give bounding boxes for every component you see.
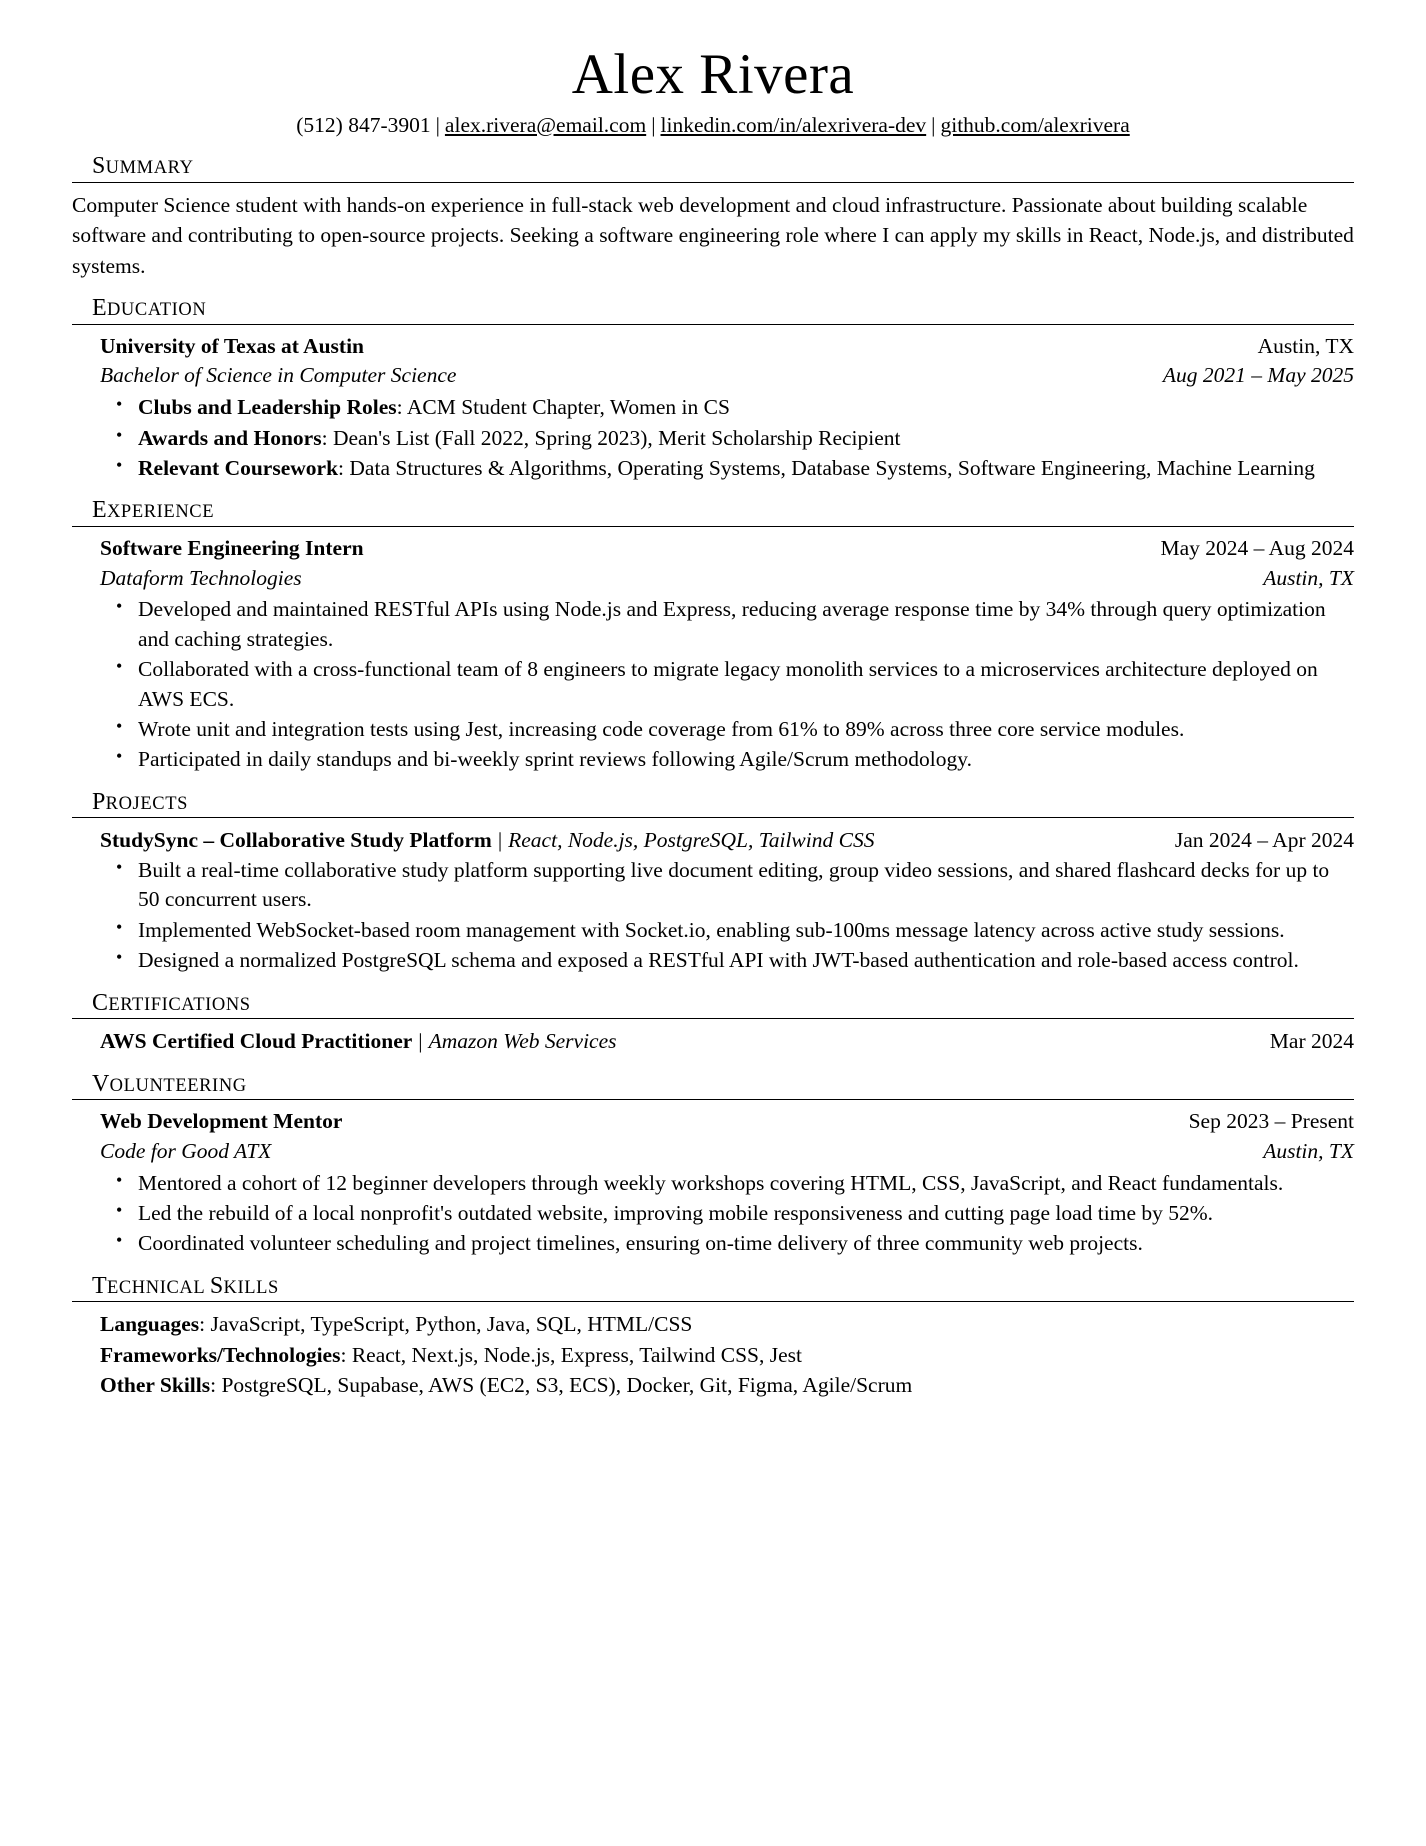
- section-summary: [72, 153, 1354, 281]
- heading-rest: UMMARY: [105, 158, 194, 179]
- project-tech-stack: React, Node.js, PostgreSQL, Tailwind CSS: [508, 828, 875, 853]
- section-education: [72, 295, 1354, 483]
- heading-rest: ERTIFICATIONS: [108, 994, 251, 1015]
- section-heading-projects: [72, 789, 1354, 815]
- skill-label: Frameworks/Technologies: [100, 1342, 341, 1367]
- bullet-label: Awards and Honors: [138, 425, 322, 450]
- list-item: • Led the rebuild of a local nonprofit's outdated website, improving mobile responsiveness and cutting page load time by 52%.: [116, 1199, 1354, 1228]
- education-entry: [72, 332, 1354, 391]
- heading-initial: S: [92, 153, 106, 180]
- experience-company: Dataform Technologies: [100, 565, 302, 590]
- project-bullet-list: [72, 856, 1354, 976]
- skill-values: : JavaScript, TypeScript, Python, Java, SQL, HTML/CSS: [199, 1312, 693, 1337]
- email-link[interactable]: alex.rivera@email.com: [444, 112, 647, 137]
- skill-values: : PostgreSQL, Supabase, AWS (EC2, S3, ECS), Docker, Git, Figma, Agile/Scrum: [210, 1373, 913, 1398]
- volunteering-dates: Sep 2023 – Present: [1188, 1109, 1354, 1134]
- skill-values: : React, Next.js, Node.js, Express, Tailwind CSS, Jest: [340, 1342, 802, 1367]
- heading-initial: T: [92, 1272, 107, 1299]
- heading-initial: C: [92, 989, 109, 1016]
- project-dates: Jan 2024 – Apr 2024: [1174, 828, 1354, 853]
- section-rule-technical-skills: [72, 1301, 1354, 1302]
- heading-rest: OLUNTEERING: [109, 1075, 247, 1096]
- section-volunteering: [72, 1071, 1354, 1259]
- certification-separator: |: [418, 1029, 423, 1054]
- skill-label: Other Skills: [100, 1373, 211, 1398]
- project-title-line: [72, 825, 1354, 856]
- list-item: [116, 454, 1354, 483]
- linkedin-link[interactable]: linkedin.com/in/alexrivera-dev: [660, 112, 927, 137]
- list-item: • Participated in daily standups and bi-weekly sprint reviews following Agile/Scrum methodology.: [116, 745, 1354, 774]
- experience-entry-top-row: [100, 534, 1354, 564]
- section-rule-projects: [72, 817, 1354, 818]
- section-heading-certifications: [72, 990, 1354, 1016]
- bullet-label: Relevant Coursework: [138, 456, 339, 481]
- bullet-text: : ACM Student Chapter, Women in CS: [396, 395, 730, 420]
- contact-separator-3: |: [931, 112, 936, 137]
- volunteering-bullet-list: [72, 1169, 1354, 1259]
- skill-row: [100, 1340, 1354, 1371]
- list-item: [116, 424, 1354, 453]
- contact-separator-1: |: [435, 112, 440, 137]
- resume-header: [72, 44, 1354, 139]
- heading-rest: DUCATION: [106, 300, 207, 321]
- volunteering-entry-sub-row: [100, 1137, 1354, 1167]
- certification-title-line: [72, 1026, 1354, 1057]
- education-institution: University of Texas at Austin: [100, 333, 365, 358]
- section-projects: [72, 789, 1354, 976]
- certification-heading: [100, 1026, 617, 1056]
- project-name: StudySync – Collaborative Study Platform: [100, 828, 492, 853]
- summary-text: Computer Science student with hands-on experience in full-stack web development and cloud infrastructure. Passionate about building scalable software and contributing to open-source projects. Seeking a software engineering role where I can apply my skills in React, Node.js, and distributed systems.: [72, 192, 1354, 278]
- skill-label: Languages: [100, 1312, 200, 1337]
- education-location: Austin, TX: [1257, 333, 1354, 358]
- education-bullet-list: [72, 393, 1354, 483]
- list-item: • Wrote unit and integration tests using Jest, increasing code coverage from 61% to 89% across three core service modules.: [116, 715, 1354, 744]
- volunteering-role: Web Development Mentor: [100, 1109, 343, 1134]
- list-item: • Developed and maintained RESTful APIs using Node.js and Express, reducing average response time by 34% through query optimization and caching strategies.: [116, 595, 1354, 654]
- contact-line: [72, 112, 1354, 140]
- experience-location: Austin, TX: [1263, 565, 1354, 590]
- list-item: [116, 393, 1354, 422]
- volunteering-organization: Code for Good ATX: [100, 1138, 272, 1163]
- experience-bullet-list: [72, 595, 1354, 775]
- education-entry-top-row: [100, 332, 1354, 362]
- heading-initial: E: [92, 497, 107, 524]
- bullet-label: Clubs and Leadership Roles: [138, 395, 397, 420]
- experience-dates: May 2024 – Aug 2024: [1160, 535, 1354, 560]
- section-rule-volunteering: [72, 1099, 1354, 1100]
- experience-entry: [72, 534, 1354, 593]
- experience-role: Software Engineering Intern: [100, 535, 364, 560]
- education-entry-sub-row: [100, 361, 1354, 391]
- experience-entry-sub-row: [100, 564, 1354, 594]
- heading-initial-2: S: [209, 1272, 224, 1299]
- education-dates: Aug 2021 – May 2025: [1162, 363, 1354, 388]
- list-item: • Coordinated volunteer scheduling and project timelines, ensuring on-time delivery of three community web projects.: [116, 1229, 1354, 1258]
- list-item: • Designed a normalized PostgreSQL schema and exposed a RESTful API with JWT-based authentication and role-based access control.: [116, 946, 1354, 975]
- volunteering-entry-top-row: [100, 1107, 1354, 1137]
- section-heading-volunteering: [72, 1071, 1354, 1097]
- heading-rest: ROJECTS: [105, 793, 188, 814]
- certification-issuer: Amazon Web Services: [428, 1029, 617, 1054]
- section-rule-education: [72, 324, 1354, 325]
- bullet-text: : Dean's List (Fall 2022, Spring 2023), Merit Scholarship Recipient: [321, 425, 901, 450]
- education-degree: Bachelor of Science in Computer Science: [100, 363, 457, 388]
- heading-rest-2: KILLS: [223, 1277, 279, 1298]
- volunteering-entry: [72, 1107, 1354, 1166]
- list-item: • Built a real-time collaborative study platform supporting live document editing, group video sessions, and shared flashcard decks for up to 50 concurrent users.: [116, 856, 1354, 915]
- heading-initial: E: [92, 295, 107, 322]
- list-item: • Mentored a cohort of 12 beginner developers through weekly workshops covering HTML, CSS, JavaScript, and React fundamentals.: [116, 1169, 1354, 1198]
- section-experience: [72, 497, 1354, 774]
- project-separator: |: [497, 828, 503, 853]
- volunteering-location: Austin, TX: [1263, 1138, 1354, 1163]
- section-heading-education: [72, 295, 1354, 321]
- heading-initial: P: [92, 788, 106, 815]
- heading-rest: ECHNICAL: [106, 1277, 210, 1298]
- section-heading-experience: [72, 497, 1354, 523]
- section-rule-certifications: [72, 1018, 1354, 1019]
- list-item: • Implemented WebSocket-based room management with Socket.io, enabling sub-100ms message latency across active study sessions.: [116, 916, 1354, 945]
- section-heading-technical-skills: [72, 1273, 1354, 1299]
- skills-list: [72, 1309, 1354, 1401]
- certification-name: AWS Certified Cloud Practitioner: [100, 1029, 413, 1054]
- contact-separator-2: |: [651, 112, 656, 137]
- section-rule-summary: [72, 182, 1354, 183]
- bullet-text: : Data Structures & Algorithms, Operating Systems, Database Systems, Software Engineering, Machine Learning: [338, 456, 1315, 481]
- section-technical-skills: [72, 1273, 1354, 1401]
- section-heading-summary: [72, 153, 1354, 179]
- heading-rest: XPERIENCE: [106, 502, 215, 523]
- heading-initial: V: [92, 1070, 110, 1097]
- section-rule-experience: [72, 526, 1354, 527]
- list-item: • Collaborated with a cross-functional team of 8 engineers to migrate legacy monolith services to a microservices architecture deployed on AWS ECS.: [116, 655, 1354, 714]
- github-link[interactable]: github.com/alexrivera: [940, 112, 1130, 137]
- skill-row: [100, 1309, 1354, 1340]
- candidate-name: Alex Rivera: [571, 43, 855, 106]
- skill-row: [100, 1370, 1354, 1401]
- project-heading: [100, 825, 874, 855]
- certification-date: Mar 2024: [1269, 1029, 1354, 1054]
- section-certifications: [72, 990, 1354, 1057]
- phone-number: (512) 847-3901: [296, 112, 431, 137]
